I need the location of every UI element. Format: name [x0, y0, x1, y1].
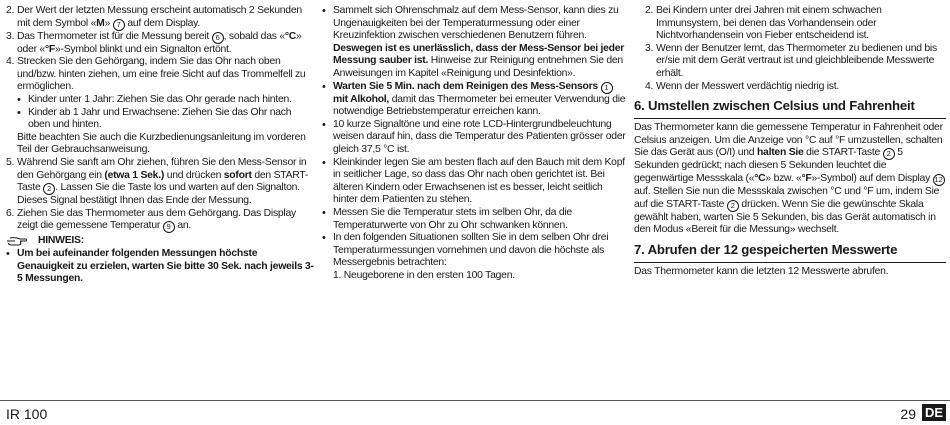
list-item: • Kleinkinder legen Sie am besten flach auf den Bauch mit dem Kopf in seitlicher Lage, so dass das Ohr nach oben gerichtet ist. Bei älteren Kindern oder Erwachsenen ist es besser, leicht seitlich hinter dem Patienten zu stehen. [322, 157, 626, 207]
step-2: 2. Der Wert der letzten Messung erscheint automatisch 2 Sekunden mit dem Symbol «M» 7 auf dem Display. [6, 5, 302, 29]
list-item: • Kinder ab 1 Jahr und Erwachsene: Ziehen Sie das Ohr nach oben und hinten. [17, 107, 314, 132]
ref-circle: 1 [601, 82, 613, 94]
list-item: • Kinder unter 1 Jahr: Ziehen Sie das Ohr gerade nach hinten. [17, 94, 314, 107]
page-number: 29 [900, 406, 916, 422]
section-6-body: Das Thermometer kann die gemessene Temperatur in Fahrenheit oder Celsius anzeigen. Um die Anzeige von °C auf °F umzustellen, schalten Sie das Gerät aus (O/I) und halten Sie die START-Taste 2 5 Sekunden gedrückt; nach diesen 5 Sekunden leuchtet die gegenwärtige Messskala («°C» bzw. «°F»-Symbol) auf dem Display 12 auf. Stellen Sie nun die Messskala zwischen °C und °F um, indem Sie auf die START-Taste 2 drücken. Wenn Sie die gewünschte Skala gewählt haben, warten Sie 5 Sekunden, bis das Gerät automatisch in den Modus «Bereit für die Messung» wechselt. [634, 122, 943, 236]
ref-circle: 2 [43, 183, 55, 195]
column-right [634, 5, 946, 278]
page-footer [0, 400, 950, 423]
ref-circle: 6 [212, 32, 224, 44]
hinweis-heading: HINWEIS: [6, 235, 314, 248]
step-4-note: Bitte beachten Sie auch die Kurzbedienungsanleitung im vorderen Teil der Gebrauchsanweisung. [17, 131, 306, 156]
list-item: • Messen Sie die Temperatur stets im selben Ohr, da die Temperaturwerte von Ohr zu Ohr schwanken können. [322, 207, 626, 232]
hinweis-list [6, 248, 314, 286]
model-name: IR 100 [6, 406, 48, 422]
language-badge: DE [922, 404, 946, 421]
section-heading-7: 7. Abrufen der 12 gespeicherten Messwerte [634, 241, 898, 257]
step-4: 4. Strecken Sie den Gehörgang, indem Sie das Ohr nach oben und/bzw. hinten ziehen, um eine freie Sicht auf das Trommelfell zu ermöglichen. • Kinder unter 1 Jahr: Ziehen Sie das Ohr gerade nach hinten. • Kinder ab 1 Jahr und Erwachsene: Ziehen Sie das Ohr nach oben und hinten. Bitte beachten Sie auch die Kurzbedienungsanleitung im vorderen Teil der Gebrauchsanweisung. [6, 56, 314, 157]
ref-circle: 7 [113, 19, 125, 31]
list-item: • Um bei aufeinander folgenden Messungen höchste Genauigkeit zu erzielen, warten Sie bitte 30 Sek. nach jeweils 3-5 Messungen. [6, 248, 314, 286]
sub-item-2: 2. Bei Kindern unter drei Jahren mit einem schwachen Immunsystem, bei denen das Vorhandensein oder Nichtvorhandensein von Fieber entscheidend ist. [645, 5, 882, 42]
section-heading-6: 6. Umstellen zwischen Celsius und Fahrenheit [634, 98, 915, 114]
step-4-bullets [17, 94, 314, 132]
step-3: 3. Das Thermometer ist für die Messung bereit 6 , sobald das «°C» oder «°F»-Symbol blinkt und ein Signalton ertönt. [6, 30, 302, 55]
step-5: 5. Während Sie sanft am Ohr ziehen, führen Sie den Mess-Sensor in den Gehörgang ein (etwa 1 Sek.) und drücken sofort den START-Taste 2 . Lassen Sie die Taste los und warten auf den Signalton. Dieses Signal bestätigt Ihnen das Ende der Messung. [6, 156, 309, 207]
sub-item-3: 3. Wenn der Benutzer lernt, das Thermometer zu bedienen und bis er/sie mit dem Gerät vertraut ist und gleichbleibende Messwerte erhält. [645, 42, 937, 79]
sub-list-item: 1. Neugeborene in den ersten 100 Tagen. [333, 269, 515, 281]
ref-circle: 2 [727, 200, 739, 212]
list-item: • Sammelt sich Ohrenschmalz auf dem Mess-Sensor, kann dies zu Ungenauigkeiten bei der Temperaturmessung oder einer Kreuzinfektion zwischen verschiedenen Benutzern führen. Deswegen ist es unerlässlich, dass der Mess-Sensor bei jeder Messung sauber ist. Hinweise zur Reinigung entnehmen Sie den Anweisungen im Kapitel «Reinigung und Desinfektion». [322, 5, 626, 81]
section-divider [634, 118, 946, 119]
list-item: • Warten Sie 5 Min. nach dem Reinigen des Mess-Sensors 1 mit Alkohol, damit das Thermometer bei erneuter Verwendung die notwendige Betriebstemperatur erreichen kann. [322, 81, 626, 119]
sub-item-4: 4. Wenn der Messwert verdächtig niedrig ist. [645, 80, 840, 92]
section-divider [634, 262, 946, 263]
ref-circle: 9 [163, 221, 175, 233]
column-middle [322, 5, 626, 282]
pointing-hand-icon [6, 236, 28, 247]
tips-list [322, 5, 626, 282]
step-6: 6. Ziehen Sie das Thermometer aus dem Gehörgang. Das Display zeigt die gemessene Temperatur 9 an. [6, 207, 296, 232]
column-left [6, 5, 314, 286]
ref-circle: 12 [934, 174, 943, 184]
list-item: • 10 kurze Signaltöne und eine rote LCD-Hintergrundbeleuchtung weisen darauf hin, dass die Temperatur des Patienten grösser oder gleich 37,5 °C ist. [322, 119, 626, 157]
ref-circle: 2 [883, 148, 895, 160]
list-item: • In den folgenden Situationen sollten Sie in dem selben Ohr drei Temperaturmessungen vornehmen und davon die höchste als Messergebnis betrachten: 1. Neugeborene in den ersten 100 Tagen. [322, 232, 626, 282]
section-7-body: Das Thermometer kann die letzten 12 Messwerte abrufen. [634, 265, 889, 277]
